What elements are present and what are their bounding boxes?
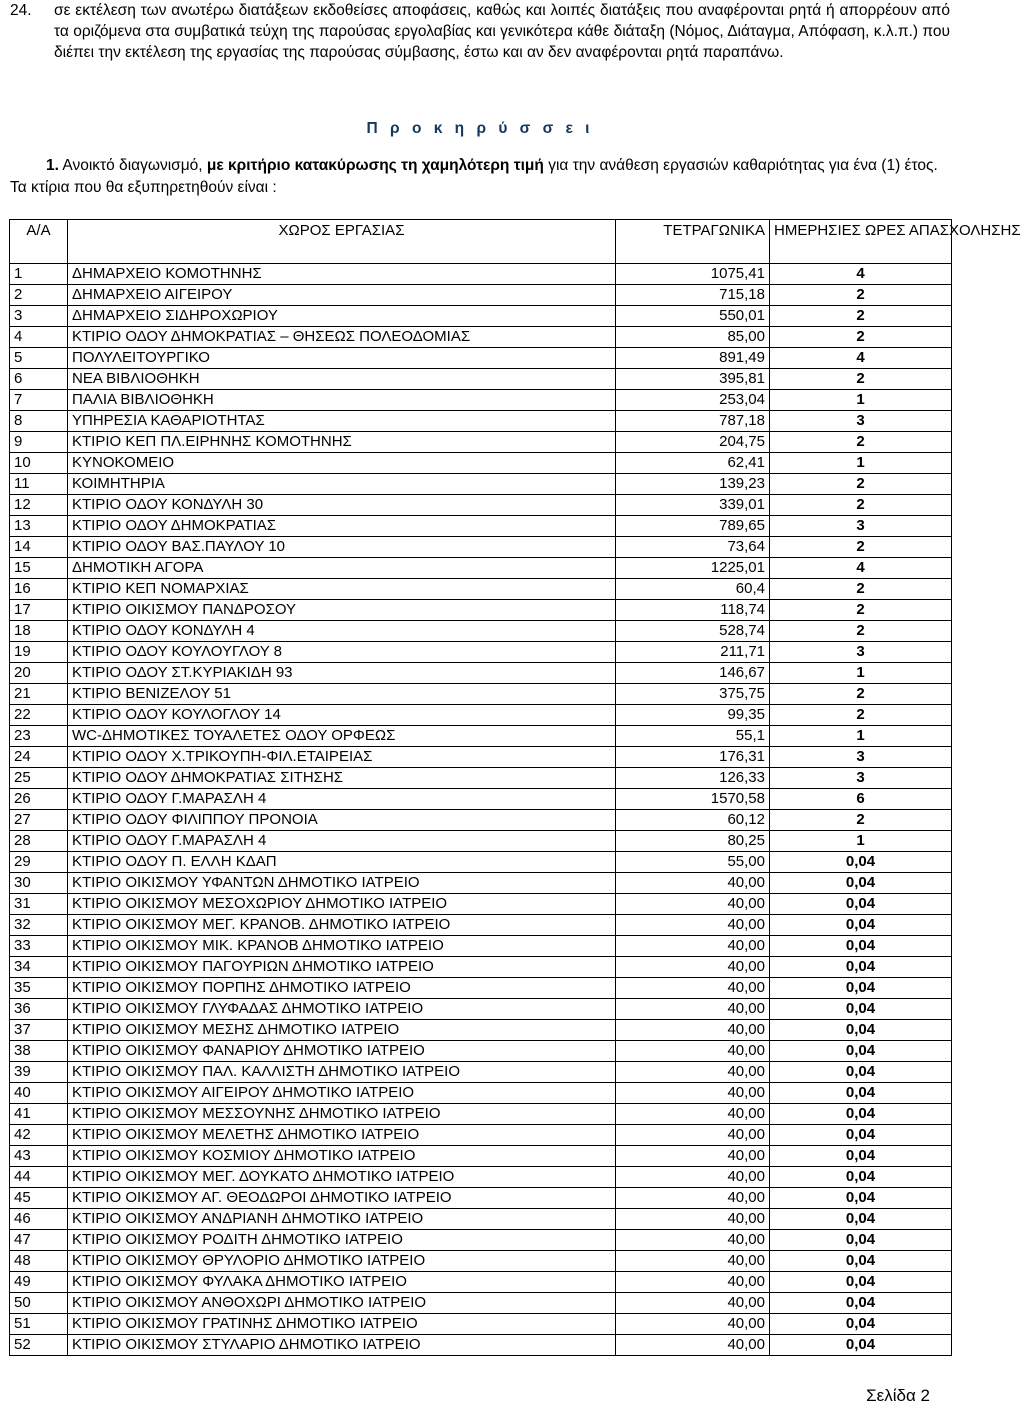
cell-hours: 0,04 xyxy=(770,1146,952,1167)
cell-aa: 52 xyxy=(10,1335,68,1356)
cell-hours: 1 xyxy=(770,390,952,411)
cell-sqm: 146,67 xyxy=(616,663,770,684)
cell-sqm: 40,00 xyxy=(616,873,770,894)
cell-space: ΥΠΗΡΕΣΙΑ ΚΑΘΑΡΙΟΤΗΤΑΣ xyxy=(68,411,616,432)
cell-aa: 18 xyxy=(10,621,68,642)
header-sqm: ΤΕΤΡΑΓΩΝΙΚΑ xyxy=(616,220,770,264)
cell-space: ΚΤΙΡΙΟ ΟΙΚΙΣΜΟΥ ΠΑΓΟΥΡΙΩΝ ΔΗΜΟΤΙΚΟ ΙΑΤΡΕΙΟ xyxy=(68,957,616,978)
cell-sqm: 55,00 xyxy=(616,852,770,873)
cell-hours: 1 xyxy=(770,453,952,474)
cell-aa: 49 xyxy=(10,1272,68,1293)
cell-sqm: 550,01 xyxy=(616,306,770,327)
paragraph-text-a: Ανοικτό διαγωνισμό, xyxy=(58,157,207,174)
cell-space: ΚΤΙΡΙΟ ΟΔΟΥ ΚΟΝΔΥΛΗ 30 xyxy=(68,495,616,516)
cell-aa: 51 xyxy=(10,1314,68,1335)
cell-space: ΚΤΙΡΙΟ ΟΔΟΥ ΚΟΝΔΥΛΗ 4 xyxy=(68,621,616,642)
cell-space: ΚΤΙΡΙΟ ΟΙΚΙΣΜΟΥ ΜΕΣΣΟΥΝΗΣ ΔΗΜΟΤΙΚΟ ΙΑΤΡΕΙΟ xyxy=(68,1104,616,1125)
cell-space: ΚΥΝΟΚΟΜΕΙΟ xyxy=(68,453,616,474)
cell-aa: 46 xyxy=(10,1209,68,1230)
cell-sqm: 211,71 xyxy=(616,642,770,663)
table-row xyxy=(10,264,952,285)
table-row xyxy=(10,516,952,537)
cell-sqm: 40,00 xyxy=(616,1272,770,1293)
cell-space: ΚΤΙΡΙΟ ΟΙΚΙΣΜΟΥ ΜΙΚ. ΚΡΑΝΟΒ ΔΗΜΟΤΙΚΟ ΙΑΤΡΕΙΟ xyxy=(68,936,616,957)
cell-sqm: 395,81 xyxy=(616,369,770,390)
table-row xyxy=(10,873,952,894)
cell-aa: 4 xyxy=(10,327,68,348)
cell-space: ΔΗΜΑΡΧΕΙΟ ΣΙΔΗΡΟΧΩΡΙΟΥ xyxy=(68,306,616,327)
cell-hours: 2 xyxy=(770,537,952,558)
cell-space: ΚΤΙΡΙΟ ΟΔΟΥ ΚΟΥΛΟΥΓΛΟΥ 8 xyxy=(68,642,616,663)
cell-hours: 0,04 xyxy=(770,957,952,978)
cell-space: ΚΤΙΡΙΟ ΟΙΚΙΣΜΟΥ ΠΑΝΔΡΟΣΟΥ xyxy=(68,600,616,621)
cell-sqm: 40,00 xyxy=(616,1125,770,1146)
cell-aa: 37 xyxy=(10,1020,68,1041)
cell-aa: 24 xyxy=(10,747,68,768)
cell-space: ΚΤΙΡΙΟ ΟΙΚΙΣΜΟΥ ΜΕΛΕΤΗΣ ΔΗΜΟΤΙΚΟ ΙΑΤΡΕΙΟ xyxy=(68,1125,616,1146)
cell-hours: 0,04 xyxy=(770,1062,952,1083)
cell-space: ΚΤΙΡΙΟ ΟΙΚΙΣΜΟΥ ΑΝΘΟΧΩΡΙ ΔΗΜΟΤΙΚΟ ΙΑΤΡΕΙΟ xyxy=(68,1293,616,1314)
cell-hours: 2 xyxy=(770,495,952,516)
cell-hours: 0,04 xyxy=(770,1083,952,1104)
cell-aa: 5 xyxy=(10,348,68,369)
cell-aa: 45 xyxy=(10,1188,68,1209)
table-row xyxy=(10,1083,952,1104)
cell-space: ΚΤΙΡΙΟ ΟΔΟΥ ΣΤ.ΚΥΡΙΑΚΙΔΗ 93 xyxy=(68,663,616,684)
table-row xyxy=(10,1314,952,1335)
cell-aa: 28 xyxy=(10,831,68,852)
table-row xyxy=(10,453,952,474)
cell-hours: 4 xyxy=(770,558,952,579)
table-row xyxy=(10,1272,952,1293)
cell-aa: 17 xyxy=(10,600,68,621)
cell-aa: 16 xyxy=(10,579,68,600)
cell-hours: 2 xyxy=(770,327,952,348)
cell-aa: 19 xyxy=(10,642,68,663)
cell-hours: 2 xyxy=(770,285,952,306)
cell-hours: 2 xyxy=(770,705,952,726)
cell-hours: 0,04 xyxy=(770,1041,952,1062)
cell-sqm: 60,12 xyxy=(616,810,770,831)
cell-hours: 2 xyxy=(770,810,952,831)
cell-sqm: 1570,58 xyxy=(616,789,770,810)
header-hours: ΗΜΕΡΗΣΙΕΣ ΩΡΕΣ ΑΠΑΣΧΟΛΗΣΗΣ xyxy=(770,220,952,264)
cell-aa: 8 xyxy=(10,411,68,432)
cell-space: ΚΤΙΡΙΟ ΟΙΚΙΣΜΟΥ ΦΑΝΑΡΙΟΥ ΔΗΜΟΤΙΚΟ ΙΑΤΡΕΙΟ xyxy=(68,1041,616,1062)
cell-space: ΚΤΙΡΙΟ ΟΙΚΙΣΜΟΥ ΜΕΓ. ΔΟΥΚΑΤΟ ΔΗΜΟΤΙΚΟ ΙΑΤΡΕΙΟ xyxy=(68,1167,616,1188)
cell-space: ΚΤΙΡΙΟ ΚΕΠ ΠΛ.ΕΙΡΗΝΗΣ ΚΟΜΟΤΗΝΗΣ xyxy=(68,432,616,453)
cell-aa: 47 xyxy=(10,1230,68,1251)
cell-space: ΚΟΙΜΗΤΗΡΙΑ xyxy=(68,474,616,495)
cell-hours: 2 xyxy=(770,684,952,705)
cell-space: ΔΗΜΑΡΧΕΙΟ ΚΟΜΟΤΗΝΗΣ xyxy=(68,264,616,285)
cell-hours: 3 xyxy=(770,747,952,768)
cell-aa: 7 xyxy=(10,390,68,411)
cell-sqm: 80,25 xyxy=(616,831,770,852)
table-row xyxy=(10,999,952,1020)
cell-hours: 0,04 xyxy=(770,894,952,915)
cell-space: ΔΗΜΟΤΙΚΗ ΑΓΟΡΑ xyxy=(68,558,616,579)
cell-sqm: 40,00 xyxy=(616,978,770,999)
cell-sqm: 118,74 xyxy=(616,600,770,621)
header-aa: Α/Α xyxy=(10,220,68,264)
header-space: ΧΩΡΟΣ ΕΡΓΑΣΙΑΣ xyxy=(68,220,616,264)
cell-sqm: 40,00 xyxy=(616,1209,770,1230)
table-row xyxy=(10,1062,952,1083)
cell-space: ΚΤΙΡΙΟ ΟΙΚΙΣΜΟΥ ΘΡΥΛΟΡΙΟ ΔΗΜΟΤΙΚΟ ΙΑΤΡΕΙΟ xyxy=(68,1251,616,1272)
cell-aa: 48 xyxy=(10,1251,68,1272)
cell-aa: 10 xyxy=(10,453,68,474)
cell-aa: 50 xyxy=(10,1293,68,1314)
section-heading: Π ρ ο κ η ρ ύ σ σ ε ι xyxy=(366,120,594,137)
cell-hours: 0,04 xyxy=(770,1251,952,1272)
cell-sqm: 40,00 xyxy=(616,894,770,915)
cell-sqm: 40,00 xyxy=(616,1020,770,1041)
cell-sqm: 40,00 xyxy=(616,957,770,978)
paragraph-text-b: για την ανάθεση εργασιών καθαριότητας για ένα (1) έτος. Τα κτίρια που θα εξυπηρετηθούν είναι : xyxy=(10,157,938,196)
table-row xyxy=(10,1335,952,1356)
cell-aa: 40 xyxy=(10,1083,68,1104)
cell-sqm: 40,00 xyxy=(616,1146,770,1167)
cell-sqm: 176,31 xyxy=(616,747,770,768)
cell-aa: 12 xyxy=(10,495,68,516)
cell-space: ΔΗΜΑΡΧΕΙΟ ΑΙΓΕΙΡΟΥ xyxy=(68,285,616,306)
table-row xyxy=(10,495,952,516)
cell-aa: 14 xyxy=(10,537,68,558)
cell-sqm: 40,00 xyxy=(616,936,770,957)
cell-sqm: 528,74 xyxy=(616,621,770,642)
table-row xyxy=(10,1125,952,1146)
cell-aa: 39 xyxy=(10,1062,68,1083)
cell-hours: 0,04 xyxy=(770,1230,952,1251)
cell-sqm: 891,49 xyxy=(616,348,770,369)
cell-hours: 0,04 xyxy=(770,1293,952,1314)
cell-hours: 2 xyxy=(770,579,952,600)
table-row xyxy=(10,306,952,327)
cell-hours: 0,04 xyxy=(770,1104,952,1125)
cell-aa: 43 xyxy=(10,1146,68,1167)
buildings-table xyxy=(9,219,1021,1356)
cell-sqm: 85,00 xyxy=(616,327,770,348)
cell-hours: 0,04 xyxy=(770,1188,952,1209)
cell-space: ΚΤΙΡΙΟ ΒΕΝΙΖΕΛΟΥ 51 xyxy=(68,684,616,705)
table-row xyxy=(10,831,952,852)
paragraph-number: 24. xyxy=(10,2,32,19)
cell-space: ΚΤΙΡΙΟ ΟΔΟΥ Γ.ΜΑΡΑΣΛΗ 4 xyxy=(68,831,616,852)
cell-hours: 0,04 xyxy=(770,1314,952,1335)
cell-sqm: 715,18 xyxy=(616,285,770,306)
cell-hours: 1 xyxy=(770,726,952,747)
cell-sqm: 62,41 xyxy=(616,453,770,474)
cell-space: ΚΤΙΡΙΟ ΟΙΚΙΣΜΟΥ ΥΦΑΝΤΩΝ ΔΗΜΟΤΙΚΟ ΙΑΤΡΕΙΟ xyxy=(68,873,616,894)
cell-space: ΚΤΙΡΙΟ ΟΔΟΥ ΔΗΜΟΚΡΑΤΙΑΣ – ΘΗΣΕΩΣ ΠΟΛΕΟΔΟΜΙΑΣ xyxy=(68,327,616,348)
table-row xyxy=(10,432,952,453)
cell-sqm: 40,00 xyxy=(616,999,770,1020)
cell-hours: 2 xyxy=(770,369,952,390)
cell-sqm: 1225,01 xyxy=(616,558,770,579)
cell-hours: 0,04 xyxy=(770,1125,952,1146)
table-row xyxy=(10,558,952,579)
cell-space: ΠΟΛΥΛΕΙΤΟΥΡΓΙΚΟ xyxy=(68,348,616,369)
table-header-row xyxy=(10,220,952,264)
cell-aa: 6 xyxy=(10,369,68,390)
table-row xyxy=(10,768,952,789)
cell-hours: 0,04 xyxy=(770,1209,952,1230)
cell-aa: 23 xyxy=(10,726,68,747)
cell-aa: 2 xyxy=(10,285,68,306)
paragraph-number xyxy=(10,157,59,174)
cell-space: ΚΤΙΡΙΟ ΟΙΚΙΣΜΟΥ ΑΝΔΡΙΑΝΗ ΔΗΜΟΤΙΚΟ ΙΑΤΡΕΙΟ xyxy=(68,1209,616,1230)
cell-aa: 3 xyxy=(10,306,68,327)
cell-aa: 44 xyxy=(10,1167,68,1188)
cell-sqm: 40,00 xyxy=(616,1041,770,1062)
cell-sqm: 40,00 xyxy=(616,915,770,936)
cell-sqm: 55,1 xyxy=(616,726,770,747)
cell-space: ΚΤΙΡΙΟ ΟΔΟΥ Χ.ΤΡΙΚΟΥΠΗ-ΦΙΛ.ΕΤΑΙΡΕΙΑΣ xyxy=(68,747,616,768)
cell-space: ΚΤΙΡΙΟ ΟΙΚΙΣΜΟΥ ΑΓ. ΘΕΟΔΩΡΟΙ ΔΗΜΟΤΙΚΟ ΙΑΤΡΕΙΟ xyxy=(68,1188,616,1209)
cell-space: ΚΤΙΡΙΟ ΟΙΚΙΣΜΟΥ ΓΛΥΦΑΔΑΣ ΔΗΜΟΤΙΚΟ ΙΑΤΡΕΙΟ xyxy=(68,999,616,1020)
cell-aa: 32 xyxy=(10,915,68,936)
cell-sqm: 40,00 xyxy=(616,1188,770,1209)
cell-hours: 6 xyxy=(770,789,952,810)
cell-sqm: 99,35 xyxy=(616,705,770,726)
cell-sqm: 789,65 xyxy=(616,516,770,537)
table-row xyxy=(10,390,952,411)
table-row xyxy=(10,621,952,642)
cell-sqm: 204,75 xyxy=(616,432,770,453)
table-body xyxy=(10,264,952,1356)
cell-hours: 4 xyxy=(770,264,952,285)
cell-aa: 22 xyxy=(10,705,68,726)
cell-sqm: 126,33 xyxy=(616,768,770,789)
cell-hours: 1 xyxy=(770,831,952,852)
cell-hours: 3 xyxy=(770,516,952,537)
cell-space: ΚΤΙΡΙΟ ΚΕΠ ΝΟΜΑΡΧΙΑΣ xyxy=(68,579,616,600)
cell-sqm: 40,00 xyxy=(616,1314,770,1335)
table-row xyxy=(10,705,952,726)
cell-hours: 2 xyxy=(770,474,952,495)
table-row xyxy=(10,285,952,306)
table-row xyxy=(10,579,952,600)
table-row xyxy=(10,957,952,978)
cell-sqm: 1075,41 xyxy=(616,264,770,285)
cell-hours: 2 xyxy=(770,600,952,621)
cell-aa: 38 xyxy=(10,1041,68,1062)
cell-space: ΚΤΙΡΙΟ ΟΙΚΙΣΜΟΥ ΑΙΓΕΙΡΟΥ ΔΗΜΟΤΙΚΟ ΙΑΤΡΕΙΟ xyxy=(68,1083,616,1104)
cell-hours: 0,04 xyxy=(770,1335,952,1356)
cell-sqm: 40,00 xyxy=(616,1083,770,1104)
table-row xyxy=(10,852,952,873)
cell-hours: 2 xyxy=(770,306,952,327)
table-row xyxy=(10,369,952,390)
cell-sqm: 139,23 xyxy=(616,474,770,495)
cell-hours: 0,04 xyxy=(770,978,952,999)
cell-space: ΚΤΙΡΙΟ ΟΙΚΙΣΜΟΥ ΡΟΔΙΤΗ ΔΗΜΟΤΙΚΟ ΙΑΤΡΕΙΟ xyxy=(68,1230,616,1251)
cell-hours: 0,04 xyxy=(770,915,952,936)
cell-hours: 0,04 xyxy=(770,999,952,1020)
table-row xyxy=(10,474,952,495)
cell-aa: 21 xyxy=(10,684,68,705)
cell-aa: 33 xyxy=(10,936,68,957)
cell-sqm: 787,18 xyxy=(616,411,770,432)
cell-aa: 9 xyxy=(10,432,68,453)
cell-aa: 20 xyxy=(10,663,68,684)
paragraph-1 xyxy=(10,155,950,199)
cell-space: ΚΤΙΡΙΟ ΟΙΚΙΣΜΟΥ ΚΟΣΜΙΟΥ ΔΗΜΟΤΙΚΟ ΙΑΤΡΕΙΟ xyxy=(68,1146,616,1167)
table-row xyxy=(10,1146,952,1167)
cell-aa: 36 xyxy=(10,999,68,1020)
cell-hours: 0,04 xyxy=(770,1020,952,1041)
table-row xyxy=(10,936,952,957)
cell-space: ΚΤΙΡΙΟ ΟΙΚΙΣΜΟΥ ΜΕΣΟΧΩΡΙΟΥ ΔΗΜΟΤΙΚΟ ΙΑΤΡΕΙΟ xyxy=(68,894,616,915)
table-row xyxy=(10,1104,952,1125)
cell-space: ΚΤΙΡΙΟ ΟΙΚΙΣΜΟΥ ΦΥΛΑΚΑ ΔΗΜΟΤΙΚΟ ΙΑΤΡΕΙΟ xyxy=(68,1272,616,1293)
paragraph-text: σε εκτέλεση των ανωτέρω διατάξεων εκδοθείσες αποφάσεις, καθώς και λοιπές διατάξεις που αναφέρονται ρητά ή απορρέουν από τα οριζόμενα στα συμβατικά τεύχη της παρούσας εργολαβίας και γενικότερα κάθε διάταξη (Νόμος, Διάταγμα, Απόφαση, κ.λ.π.) που διέπει την εκτέλεση της εργασίας της παρούσας σύμβασης, έστω και αν δεν αναφέρονται ρητά παραπάνω. xyxy=(54,2,950,61)
cell-aa: 31 xyxy=(10,894,68,915)
cell-space: ΚΤΙΡΙΟ ΟΙΚΙΣΜΟΥ ΓΡΑΤΙΝΗΣ ΔΗΜΟΤΙΚΟ ΙΑΤΡΕΙΟ xyxy=(68,1314,616,1335)
cell-aa: 35 xyxy=(10,978,68,999)
cell-hours: 2 xyxy=(770,621,952,642)
table-row xyxy=(10,789,952,810)
cell-space: ΚΤΙΡΙΟ ΟΔΟΥ Π. ΕΛΛΗ ΚΔΑΠ xyxy=(68,852,616,873)
cell-hours: 0,04 xyxy=(770,852,952,873)
table-row xyxy=(10,726,952,747)
table-row xyxy=(10,915,952,936)
table-row xyxy=(10,1167,952,1188)
table-row xyxy=(10,600,952,621)
table-row xyxy=(10,810,952,831)
cell-space: ΚΤΙΡΙΟ ΟΔΟΥ ΦΙΛΙΠΠΟΥ ΠΡΟΝΟΙΑ xyxy=(68,810,616,831)
cell-sqm: 40,00 xyxy=(616,1167,770,1188)
cell-hours: 1 xyxy=(770,663,952,684)
paragraph-text-bold: με κριτήριο κατακύρωσης τη χαμηλότερη τιμή xyxy=(206,157,544,174)
cell-space: ΚΤΙΡΙΟ ΟΙΚΙΣΜΟΥ ΜΕΓ. ΚΡΑΝΟΒ. ΔΗΜΟΤΙΚΟ ΙΑΤΡΕΙΟ xyxy=(68,915,616,936)
cell-sqm: 375,75 xyxy=(616,684,770,705)
cell-aa: 26 xyxy=(10,789,68,810)
cell-hours: 0,04 xyxy=(770,1167,952,1188)
cell-space: ΚΤΙΡΙΟ ΟΙΚΙΣΜΟΥ ΣΤΥΛΑΡΙΟ ΔΗΜΟΤΙΚΟ ΙΑΤΡΕΙΟ xyxy=(68,1335,616,1356)
cell-space: ΚΤΙΡΙΟ ΟΙΚΙΣΜΟΥ ΠΟΡΠΗΣ ΔΗΜΟΤΙΚΟ ΙΑΤΡΕΙΟ xyxy=(68,978,616,999)
cell-hours: 0,04 xyxy=(770,936,952,957)
cell-sqm: 339,01 xyxy=(616,495,770,516)
cell-space: ΚΤΙΡΙΟ ΟΔΟΥ ΚΟΥΛΟΓΛΟΥ 14 xyxy=(68,705,616,726)
page-number: Σελίδα 2 xyxy=(866,1386,930,1405)
table-row xyxy=(10,642,952,663)
cell-hours: 3 xyxy=(770,642,952,663)
cell-aa: 25 xyxy=(10,768,68,789)
cell-space: ΚΤΙΡΙΟ ΟΔΟΥ ΒΑΣ.ΠΑΥΛΟΥ 10 xyxy=(68,537,616,558)
cell-hours: 3 xyxy=(770,768,952,789)
cell-sqm: 40,00 xyxy=(616,1293,770,1314)
cell-hours: 3 xyxy=(770,411,952,432)
cell-aa: 1 xyxy=(10,264,68,285)
cell-sqm: 40,00 xyxy=(616,1062,770,1083)
cell-sqm: 40,00 xyxy=(616,1335,770,1356)
cell-hours: 4 xyxy=(770,348,952,369)
cell-aa: 34 xyxy=(10,957,68,978)
table-row xyxy=(10,327,952,348)
cell-aa: 27 xyxy=(10,810,68,831)
table-row xyxy=(10,1230,952,1251)
cell-aa: 29 xyxy=(10,852,68,873)
cell-space: ΚΤΙΡΙΟ ΟΔΟΥ Γ.ΜΑΡΑΣΛΗ 4 xyxy=(68,789,616,810)
table-row xyxy=(10,684,952,705)
table-row xyxy=(10,1251,952,1272)
cell-space: ΚΤΙΡΙΟ ΟΙΚΙΣΜΟΥ ΜΕΣΗΣ ΔΗΜΟΤΙΚΟ ΙΑΤΡΕΙΟ xyxy=(68,1020,616,1041)
cell-sqm: 253,04 xyxy=(616,390,770,411)
cell-hours: 0,04 xyxy=(770,873,952,894)
table-row xyxy=(10,978,952,999)
paragraph-number-text: 1. xyxy=(46,157,59,174)
cell-aa: 42 xyxy=(10,1125,68,1146)
table-row xyxy=(10,1209,952,1230)
cell-hours: 2 xyxy=(770,432,952,453)
table-row xyxy=(10,1041,952,1062)
cell-space: ΚΤΙΡΙΟ ΟΔΟΥ ΔΗΜΟΚΡΑΤΙΑΣ ΣΙΤΗΣΗΣ xyxy=(68,768,616,789)
table-row xyxy=(10,348,952,369)
cell-sqm: 40,00 xyxy=(616,1230,770,1251)
cell-aa: 30 xyxy=(10,873,68,894)
cell-space: WC-ΔΗΜΟΤΙΚΕΣ ΤΟΥΑΛΕΤΕΣ ΟΔΟΥ ΟΡΦΕΩΣ xyxy=(68,726,616,747)
table-row xyxy=(10,747,952,768)
cell-hours: 0,04 xyxy=(770,1272,952,1293)
cell-space: ΝΕΑ ΒΙΒΛΙΟΘΗΚΗ xyxy=(68,369,616,390)
table-row xyxy=(10,663,952,684)
paragraph-24 xyxy=(10,0,950,63)
table-row xyxy=(10,1020,952,1041)
table-row xyxy=(10,894,952,915)
cell-sqm: 60,4 xyxy=(616,579,770,600)
cell-sqm: 40,00 xyxy=(616,1104,770,1125)
cell-aa: 41 xyxy=(10,1104,68,1125)
cell-aa: 15 xyxy=(10,558,68,579)
cell-sqm: 73,64 xyxy=(616,537,770,558)
table-row xyxy=(10,411,952,432)
cell-aa: 13 xyxy=(10,516,68,537)
table-row xyxy=(10,1293,952,1314)
cell-sqm: 40,00 xyxy=(616,1251,770,1272)
cell-aa: 11 xyxy=(10,474,68,495)
cell-space: ΚΤΙΡΙΟ ΟΙΚΙΣΜΟΥ ΠΑΛ. ΚΑΛΛΙΣΤΗ ΔΗΜΟΤΙΚΟ ΙΑΤΡΕΙΟ xyxy=(68,1062,616,1083)
cell-space: ΚΤΙΡΙΟ ΟΔΟΥ ΔΗΜΟΚΡΑΤΙΑΣ xyxy=(68,516,616,537)
cell-space: ΠΑΛΙΑ ΒΙΒΛΙΟΘΗΚΗ xyxy=(68,390,616,411)
table-row xyxy=(10,1188,952,1209)
table-row xyxy=(10,537,952,558)
